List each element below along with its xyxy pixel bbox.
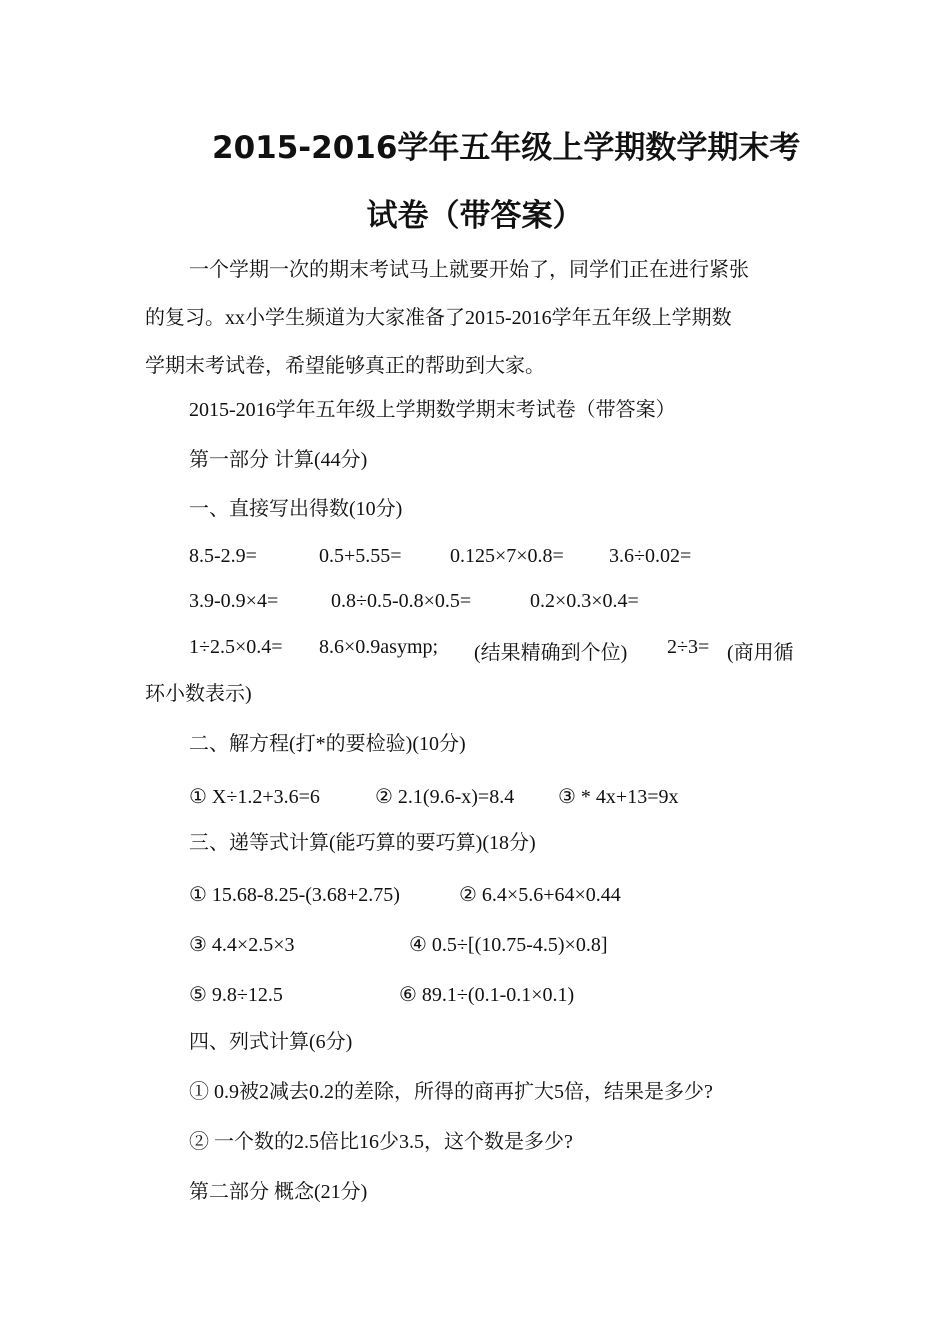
- section-two-heading: 二、解方程(打*的要检验)(10分): [189, 733, 466, 755]
- calc-item: ② 6.4×5.6+64×0.44: [459, 884, 621, 906]
- problem: 8.6×0.9asymp;: [319, 636, 439, 658]
- problem-note: (商用循: [727, 642, 794, 664]
- equation-item: ③ * 4x+13=9x: [558, 786, 679, 808]
- exam-subtitle: 2015-2016学年五年级上学期数学期末考试卷（带答案）: [189, 399, 676, 421]
- section-one-heading: 一、直接写出得数(10分): [189, 498, 403, 520]
- calc-item: ④ 0.5÷[(10.75-4.5)×0.8]: [409, 934, 608, 956]
- word-problem-item: ① 0.9被2减去0.2的差除，所得的商再扩大5倍，结果是多少?: [189, 1081, 713, 1103]
- document-title-line-2: 试卷（带答案）: [366, 198, 584, 234]
- problem: 1÷2.5×0.4=: [189, 636, 283, 658]
- part-two-heading: 第二部分 概念(21分): [189, 1181, 368, 1203]
- section-three-heading: 三、递等式计算(能巧算的要巧算)(18分): [189, 832, 536, 854]
- problem: 3.9-0.9×4=: [189, 590, 279, 612]
- problem: 3.6÷0.02=: [609, 545, 692, 567]
- calc-item: ③ 4.4×2.5×3: [189, 934, 295, 956]
- equation-item: ① X÷1.2+3.6=6: [189, 786, 320, 808]
- problem: 0.2×0.3×0.4=: [530, 590, 639, 612]
- problem-note-continued: 环小数表示): [145, 683, 252, 705]
- section-four-heading: 四、列式计算(6分): [189, 1031, 353, 1053]
- calc-item: ⑥ 89.1÷(0.1-0.1×0.1): [399, 984, 575, 1006]
- word-problem-item: ② 一个数的2.5倍比16少3.5，这个数是多少?: [189, 1131, 573, 1153]
- document-title-line-1: 2015-2016学年五年级上学期数学期末考: [212, 130, 801, 166]
- problem: 0.8÷0.5-0.8×0.5=: [331, 590, 472, 612]
- equation-item: ② 2.1(9.6-x)=8.4: [375, 786, 515, 808]
- intro-line-1: 一个学期一次的期末考试马上就要开始了，同学们正在进行紧张: [189, 259, 749, 281]
- problem: 8.5-2.9=: [189, 545, 257, 567]
- problem: 2÷3=: [667, 636, 710, 658]
- problem: 0.125×7×0.8=: [450, 545, 564, 567]
- calc-item: ⑤ 9.8÷12.5: [189, 984, 283, 1006]
- intro-line-3: 学期末考试卷，希望能够真正的帮助到大家。: [145, 355, 545, 377]
- problem: 0.5+5.55=: [319, 545, 402, 567]
- part-one-heading: 第一部分 计算(44分): [189, 449, 368, 471]
- intro-line-2: 的复习。xx小学生频道为大家准备了2015-2016学年五年级上学期数: [145, 307, 732, 329]
- problem-note: (结果精确到个位): [474, 642, 628, 664]
- calc-item: ① 15.68-8.25-(3.68+2.75): [189, 884, 400, 906]
